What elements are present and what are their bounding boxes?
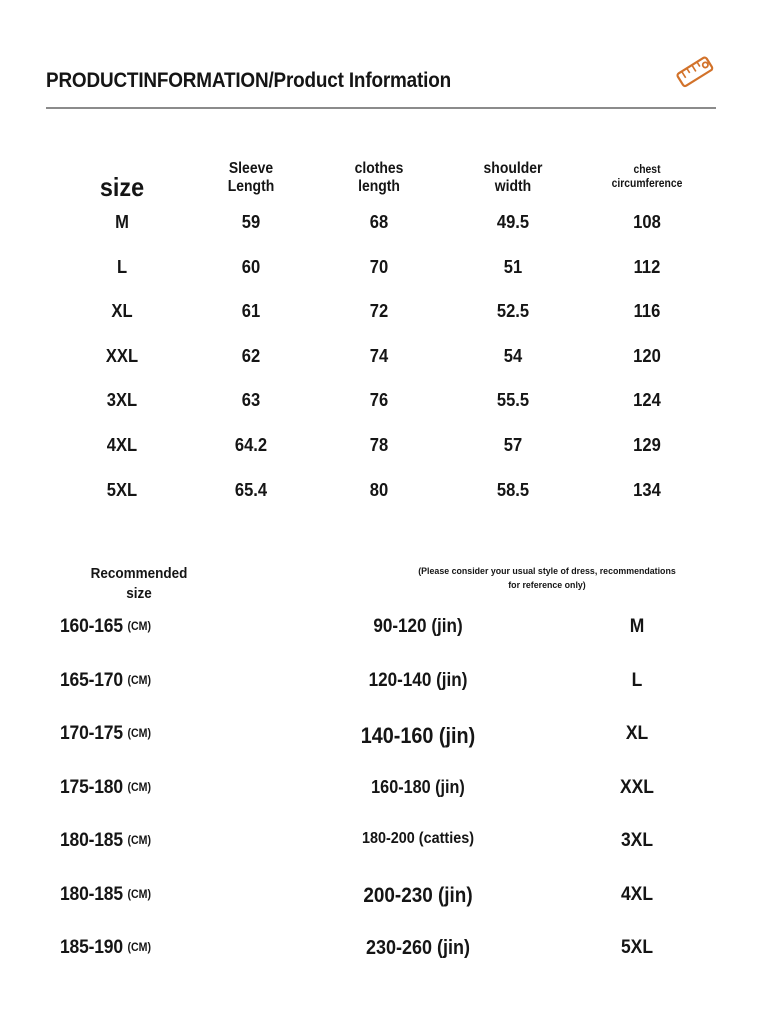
column-header-size: size xyxy=(99,172,145,202)
cell-clothes-length: 70 xyxy=(369,256,389,277)
cell-recommended-weight: 90-120 (jin) xyxy=(373,616,463,637)
page-header xyxy=(0,0,768,120)
cell-recommended-size: XXL xyxy=(619,776,654,798)
cell-shoulder-width: 57 xyxy=(503,434,523,455)
recommendation-table xyxy=(0,560,768,991)
cell-shoulder-width: 54 xyxy=(503,345,523,366)
cell-recommended-height xyxy=(60,830,244,852)
height-unit: (CM) xyxy=(127,674,151,687)
cell-recommended-size: L xyxy=(631,669,643,691)
height-range: 180-185 xyxy=(60,883,123,905)
cell-clothes-length: 80 xyxy=(369,479,389,500)
column-header-chest-circumference: chest circumference xyxy=(611,164,683,190)
cell-sleeve-length: 64.2 xyxy=(234,434,268,455)
height-range: 180-185 xyxy=(60,830,123,851)
cell-size: 4XL xyxy=(106,434,138,455)
cell-recommended-weight: 200-230 (jin) xyxy=(363,883,473,907)
cell-chest-circumference: 108 xyxy=(633,212,661,232)
cell-size: 5XL xyxy=(106,479,138,500)
height-unit: (CM) xyxy=(127,835,151,847)
cell-clothes-length: 76 xyxy=(369,390,389,411)
recommendation-row xyxy=(0,830,768,884)
cell-clothes-length: 68 xyxy=(369,212,389,232)
cell-recommended-height xyxy=(60,670,244,692)
height-unit: (CM) xyxy=(127,888,151,901)
cell-clothes-length: 74 xyxy=(369,345,389,366)
cell-sleeve-length: 61 xyxy=(241,301,261,322)
recommendation-row xyxy=(0,937,768,991)
recommendation-table-header xyxy=(0,560,768,616)
column-header-clothes-length: clothes length xyxy=(354,160,404,196)
cell-size: 3XL xyxy=(106,390,138,411)
cell-chest-circumference: 124 xyxy=(633,390,661,411)
height-range: 160-165 xyxy=(60,616,123,637)
cell-recommended-weight: 140-160 (jin) xyxy=(360,723,476,748)
measurement-row xyxy=(0,257,768,302)
cell-recommended-size: XL xyxy=(625,723,649,744)
title-divider xyxy=(46,107,716,109)
cell-chest-circumference: 134 xyxy=(633,479,661,500)
cell-chest-circumference: 116 xyxy=(633,301,661,322)
recommendation-row xyxy=(0,670,768,724)
column-header-sleeve-length: Sleeve Length xyxy=(227,160,275,196)
cell-size: XL xyxy=(111,301,133,322)
cell-recommended-size: 4XL xyxy=(620,883,654,905)
recommendation-row xyxy=(0,616,768,670)
cell-shoulder-width: 58.5 xyxy=(496,479,530,500)
measurement-table xyxy=(0,150,768,524)
height-unit: (CM) xyxy=(127,781,151,794)
cell-recommended-height xyxy=(60,723,244,745)
cell-size: M xyxy=(115,212,129,232)
cell-shoulder-width: 55.5 xyxy=(496,390,530,411)
cell-shoulder-width: 49.5 xyxy=(496,212,530,232)
cell-sleeve-length: 60 xyxy=(241,256,261,277)
cell-sleeve-length: 63 xyxy=(241,390,261,411)
cell-recommended-size: 3XL xyxy=(620,830,654,851)
recommendation-table-body xyxy=(0,616,768,991)
measurement-table-header xyxy=(0,150,768,212)
height-unit: (CM) xyxy=(127,621,151,633)
column-header-shoulder-width: shoulder width xyxy=(483,160,543,196)
page-title: PRODUCTINFORMATION/Product Information xyxy=(46,68,451,92)
cell-shoulder-width: 52.5 xyxy=(496,301,530,322)
measurement-table-body xyxy=(0,212,768,524)
cell-recommended-weight: 180-200 (catties) xyxy=(361,830,475,847)
recommendation-row xyxy=(0,723,768,777)
cell-recommended-height xyxy=(60,937,244,959)
height-range: 165-170 xyxy=(60,669,123,691)
cell-clothes-length: 78 xyxy=(369,434,389,455)
measurement-row xyxy=(0,435,768,480)
cell-chest-circumference: 129 xyxy=(633,434,661,455)
recommendation-note: (Please consider your usual style of dress, recommendations for reference only) xyxy=(418,566,676,591)
height-unit: (CM) xyxy=(127,728,151,740)
ruler-icon xyxy=(672,52,718,92)
cell-clothes-length: 72 xyxy=(369,301,389,322)
height-range: 170-175 xyxy=(60,723,123,744)
cell-sleeve-length: 62 xyxy=(241,345,261,366)
cell-size: L xyxy=(116,256,128,277)
cell-recommended-size: 5XL xyxy=(620,937,654,958)
cell-shoulder-width: 51 xyxy=(503,256,523,277)
cell-recommended-weight: 120-140 (jin) xyxy=(368,669,468,691)
cell-recommended-size: M xyxy=(629,616,645,637)
measurement-row xyxy=(0,346,768,391)
measurement-row xyxy=(0,390,768,435)
cell-recommended-height xyxy=(60,777,244,799)
measurement-row xyxy=(0,480,768,525)
measurement-row xyxy=(0,212,768,257)
height-range: 185-190 xyxy=(60,937,123,958)
cell-sleeve-length: 59 xyxy=(241,212,261,232)
cell-chest-circumference: 120 xyxy=(633,345,661,366)
recommended-size-header: Recommended size xyxy=(90,565,188,602)
recommendation-row xyxy=(0,777,768,831)
cell-recommended-weight: 230-260 (jin) xyxy=(365,937,471,959)
measurement-row xyxy=(0,301,768,346)
height-unit: (CM) xyxy=(127,942,151,954)
cell-sleeve-length: 65.4 xyxy=(234,479,268,500)
recommendation-row xyxy=(0,884,768,938)
cell-recommended-weight: 160-180 (jin) xyxy=(371,776,465,797)
cell-size: XXL xyxy=(105,345,139,366)
cell-chest-circumference: 112 xyxy=(633,256,661,277)
cell-recommended-height xyxy=(60,884,244,906)
cell-recommended-height xyxy=(60,616,244,638)
height-range: 175-180 xyxy=(60,776,123,798)
